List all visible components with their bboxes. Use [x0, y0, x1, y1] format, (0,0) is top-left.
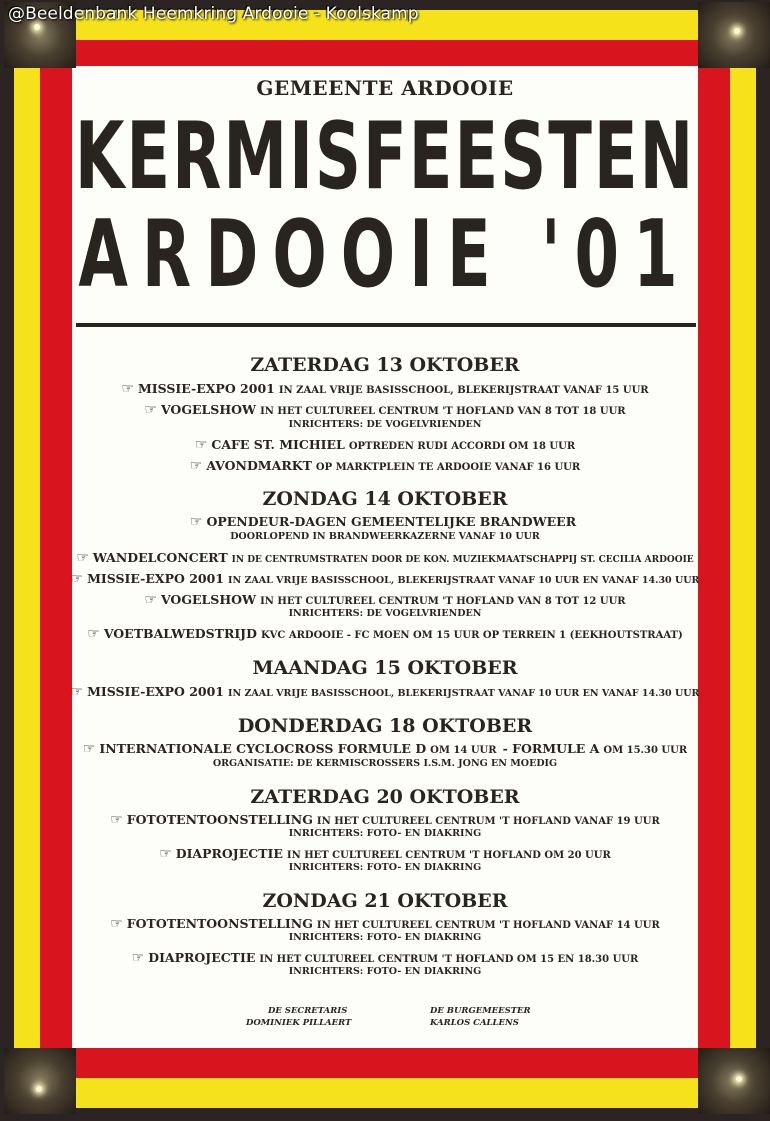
event-name: VOETBALWEDSTRIJD: [103, 626, 257, 641]
poster-title-line1: KERMISFEESTEN: [74, 104, 696, 212]
event-line: [0, 381, 770, 397]
poster-title-line2: ARDOOIE '01: [78, 202, 692, 310]
event-name: INTERNATIONALE CYCLOCROSS FORMULE D: [99, 741, 427, 756]
pointing-hand-icon: ☞: [189, 458, 203, 474]
event-detail: IN ZAAL VRIJE BASISSCHOOL, BLEKERIJSTRAAT VANAF 10 UUR EN VANAF 14.30 UUR: [228, 575, 700, 586]
event-sub: INRICHTERS: FOTO- EN DIAKRING: [288, 932, 482, 943]
watermark: @Beeldenbank Heemkring Ardooie - Koolskamp: [8, 4, 419, 24]
municipality-heading: GEMEENTE ARDOOIE: [256, 76, 514, 100]
pointing-hand-icon: ☞: [87, 626, 100, 642]
event-sub: INRICHTERS: FOTO- EN DIAKRING: [288, 966, 482, 977]
event-line: [0, 402, 770, 418]
pointing-hand-icon: ☞: [110, 812, 123, 828]
event-detail: IN HET CULTUREEL CENTRUM 'T HOFLAND VAN 8 TOT 18 UUR: [260, 406, 626, 417]
pointing-hand-icon: ☞: [76, 550, 89, 566]
corner-bottom-right: [698, 1048, 770, 1114]
event-line: [0, 571, 770, 587]
border-yellow-bottom: [14, 1078, 756, 1108]
event-line: [0, 950, 770, 966]
event-line: [0, 812, 770, 828]
event-detail: IN HET CULTUREEL CENTRUM 'T HOFLAND VANAF 19 UUR: [316, 816, 660, 827]
event-name: DIAPROJECTIE: [175, 846, 283, 861]
event-line: [0, 550, 770, 566]
event-name: FOTOTENTOONSTELLING: [126, 916, 313, 931]
pointing-hand-icon: ☞: [144, 402, 157, 418]
event-detail: IN ZAAL VRIJE BASISSCHOOL, BLEKERIJSTRAAT VANAF 10 UUR EN VANAF 14.30 UUR: [228, 688, 700, 699]
secretary-name: DOMINIEK PILLAERT: [246, 1018, 352, 1028]
event-detail: OM 15.30 UUR: [603, 745, 688, 756]
event-name: MISSIE-EXPO 2001: [137, 381, 275, 396]
event-detail: IN HET CULTUREEL CENTRUM 'T HOFLAND OM 20 UUR: [286, 850, 611, 861]
event-name: MISSIE-EXPO 2001: [87, 684, 225, 699]
day-heading: ZATERDAG 20 OKTOBER: [250, 786, 520, 808]
event-name: VOGELSHOW: [160, 402, 257, 417]
event-sub: INRICHTERS: FOTO- EN DIAKRING: [288, 862, 482, 873]
event-sub: INRICHTERS: DE VOGELVRIENDEN: [288, 608, 482, 619]
corner-bottom-left: [4, 1048, 76, 1114]
pointing-hand-icon: ☞: [189, 514, 203, 530]
divider-rule: [76, 323, 696, 327]
event-sub: DOORLOPEND IN BRANDWEERKAZERNE VANAF 10 UUR: [230, 531, 540, 542]
event-detail: OPTREDEN RUDI ACCORDI OM 18 UUR: [348, 441, 576, 452]
event-line: [0, 846, 770, 862]
event-detail: IN DE CENTRUMSTRATEN DOOR DE KON. MUZIEKMAATSCHAPPIJ ST. CECILIA ARDOOIE: [231, 555, 694, 565]
pointing-hand-icon: ☞: [131, 950, 145, 966]
pointing-hand-icon: ☞: [121, 381, 134, 397]
event-line: [0, 458, 770, 474]
corner-top-right: [698, 2, 770, 68]
day-heading: MAANDAG 15 OKTOBER: [252, 657, 518, 679]
border-red-top: [40, 40, 730, 66]
secretary-title: DE SECRETARIS: [268, 1006, 348, 1016]
event-sub: INRICHTERS: DE VOGELVRIENDEN: [288, 419, 482, 430]
event-name: - FORMULE A: [502, 741, 600, 756]
day-heading: ZATERDAG 13 OKTOBER: [250, 354, 520, 376]
day-heading: ZONDAG 14 OKTOBER: [262, 488, 508, 510]
event-sub: INRICHTERS: FOTO- EN DIAKRING: [288, 828, 482, 839]
pointing-hand-icon: ☞: [110, 916, 123, 932]
event-name: DIAPROJECTIE: [148, 950, 256, 965]
event-detail: KVC ARDOOIE - FC MOEN OM 15 UUR OP TERREIN 1 (EEKHOUTSTRAAT): [260, 630, 683, 641]
pointing-hand-icon: ☞: [144, 592, 157, 608]
event-line: [0, 514, 770, 530]
event-detail: OP MARKTPLEIN TE ARDOOIE VANAF 16 UUR: [315, 462, 581, 473]
event-line: [0, 592, 770, 608]
pointing-hand-icon: ☞: [159, 846, 172, 862]
pointing-hand-icon: ☞: [82, 741, 96, 757]
event-sub: ORGANISATIE: DE KERMISCROSSERS I.S.M. JONG EN MOEDIG: [212, 758, 558, 769]
day-heading: ZONDAG 21 OKTOBER: [262, 890, 508, 912]
event-detail: IN HET CULTUREEL CENTRUM 'T HOFLAND VANAF 14 UUR: [316, 920, 660, 931]
event-name: MISSIE-EXPO 2001: [87, 571, 225, 586]
event-detail: IN HET CULTUREEL CENTRUM 'T HOFLAND OM 15 EN 18.30 UUR: [259, 954, 639, 965]
event-detail: IN ZAAL VRIJE BASISSCHOOL, BLEKERIJSTRAAT VANAF 15 UUR: [278, 385, 649, 396]
event-line: [0, 684, 770, 700]
pointing-hand-icon: ☞: [194, 437, 208, 453]
signature-mayor: [430, 1005, 531, 1029]
event-detail: OM 14 UUR: [430, 745, 497, 756]
mayor-title: DE BURGEMEESTER: [430, 1006, 531, 1016]
event-detail: IN HET CULTUREEL CENTRUM 'T HOFLAND VAN 8 TOT 12 UUR: [260, 596, 626, 607]
pointing-hand-icon: ☞: [70, 571, 84, 587]
event-line: [0, 916, 770, 932]
signature-secretary: [246, 1005, 351, 1029]
mayor-name: KARLOS CALLENS: [430, 1018, 519, 1028]
event-name: FOTOTENTOONSTELLING: [126, 812, 313, 827]
event-name: WANDELCONCERT: [92, 550, 228, 565]
event-line: [0, 437, 770, 453]
day-heading: DONDERDAG 18 OKTOBER: [237, 715, 533, 737]
event-name: CAFE ST. MICHIEL: [211, 437, 345, 452]
event-line: [0, 741, 770, 757]
event-line: [0, 626, 770, 642]
pointing-hand-icon: ☞: [70, 684, 84, 700]
event-name: OPENDEUR-DAGEN GEMEENTELIJKE BRANDWEER: [206, 514, 577, 529]
border-red-bottom: [40, 1048, 730, 1078]
event-name: VOGELSHOW: [160, 592, 257, 607]
event-name: AVONDMARKT: [206, 458, 312, 473]
